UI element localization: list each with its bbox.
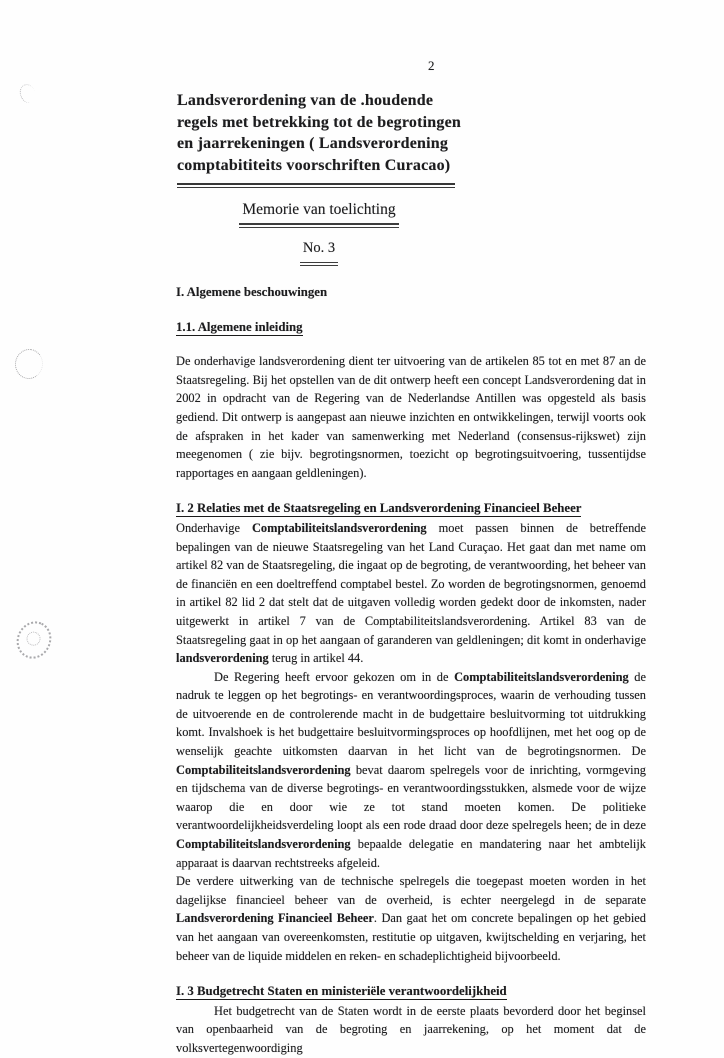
text-run: Het budgetrecht van de Staten wordt in de eerste plaats bevorderd door het beginsel van openbaarheid van de begroting en jaarrekening, op het moment dat de volksvertegenwoordiging: [176, 1003, 646, 1055]
text-run: . Dan gaat het om concrete bepalingen op het gebied van het aangaan van overeenkomsten, restitutie op uitgaven, kwijtschelding en verjaring, het beheer van de liquide middelen en reken- en schadeplichtigheid bijvoorbeeld.: [176, 911, 646, 963]
text-run: bepaalde delegatie en mandatering naar het ambtelijk apparaat is daarvan rechtstreeks afgeleid.: [176, 837, 646, 870]
section-heading-text: I. 3 Budgetrecht Staten en ministeriële verantwoordelijkheid: [176, 984, 507, 999]
title-underline-rule: [177, 183, 455, 188]
text-run: De verdere uitwerking van de technische spelregels die toegepast moeten worden in het dagelijkse financieel beheer van de overheid, is echter neergelegd in de separate: [176, 874, 646, 907]
number-underline-rule: [300, 262, 338, 266]
scan-artifact: [17, 82, 37, 105]
text-run: terug in artikel 44.: [268, 651, 364, 666]
paragraph: [176, 1002, 646, 1058]
document-number: No. 3: [302, 240, 336, 256]
document-sections: [176, 283, 646, 1058]
text-run: De Regering heeft ervoor gekozen om in de: [214, 669, 455, 684]
page-number: 2: [428, 58, 435, 73]
document-subtitle: Memorie van toelichting: [242, 201, 396, 218]
section-heading: [176, 499, 646, 518]
scan-artifact: [13, 347, 45, 381]
text-run: moet passen binnen de betreffende bepalingen van de nieuwe Staatsregeling van het Land Curaçao. Het gaat dan met name om artikel 82 van de Staatsregeling, die ingaat op de begroting, de verantwoording, het beheer van de financiën en een doeltreffend comptabel bestel. Zo worden de begrotingsnormen, genoemd in artikel 82 lid 2 dat stelt dat de uitgaven volledig worden gedekt door de inkomsten, nader uitgewerkt in artikel 7 van de Comptabiliteitslandsverordening. Artikel 83 van de Staatsregeling gaat in op het aangaan of garanderen van geldleningen; dit komt in onderhavige: [176, 520, 646, 647]
text-run: De onderhavige landsverordening dient ter uitvoering van de artikelen 85 tot en met 87 an de Staatsregeling. Bij het opstellen van de dit ontwerp heeft een concept Landsverordening dat in 2002 in opdracht van de Regering van de Nederlandse Antillen was opgesteld als basis gediend. Dit ontwerp is aangepast aan nieuwe inzichten en ontwikkelingen, terwijl voorts ook de afspraken in het kader van samenwerking met Nederland (consensus-rijkswet) zijn meegenomen ( zie bijv. begrotingsnormen, toezicht op begrotingsuitvoering, tussentijdse rapportages en aangaan geldleningen).: [176, 354, 646, 480]
text-run: bevat daarom spelregels voor de inrichting, vormgeving en tijdschema van de diverse begrotings- en verantwoordingsstukken, alsmede voor de wijze waarop die en door wie ze tot stand moeten komen. De politieke verantwoordelijkheidsverdeling loopt als een rode draad door deze spelregels heen; de in deze: [176, 762, 646, 833]
subtitle-underline-rule: [239, 223, 399, 228]
scan-artifact: [11, 616, 58, 665]
paragraph: [176, 668, 646, 873]
document-title-line: Landsverordening van de .houdende: [177, 92, 434, 109]
document-title-line: comptabititeits voorschriften Curacao): [177, 156, 451, 174]
paragraph: [176, 872, 646, 965]
bold-text-run: Comptabiliteitslandsverordening: [176, 837, 351, 852]
paragraph: [176, 519, 646, 668]
bold-text-run: Comptabiliteitslandsverordening: [176, 762, 351, 777]
section-heading: [176, 318, 646, 337]
document-title-line: regels met betrekking tot de begrotingen: [177, 113, 461, 131]
bold-text-run: Landsverordening Financieel Beheer: [176, 911, 374, 926]
section-heading: [176, 283, 646, 302]
paragraph: [176, 352, 646, 482]
section-heading-text: I. Algemene beschouwingen: [176, 285, 328, 299]
text-run: Onderhavige: [176, 520, 252, 535]
section-heading-text: I. 2 Relaties met de Staatsregeling en Landsverordening Financieel Beheer: [176, 501, 582, 516]
bold-text-run: Comptabiliteitslandsverordening: [251, 520, 427, 535]
bold-text-run: Comptabiliteitslandsverordening: [454, 669, 629, 684]
document-header: [177, 90, 461, 266]
bold-text-run: landsverordening: [176, 651, 269, 666]
section-heading-text: 1.1. Algemene inleiding: [176, 319, 303, 334]
document-title-line: en jaarrekeningen ( Landsverordening: [177, 135, 449, 152]
text-run: de nadruk te leggen op het begrotings- en verantwoordingsproces, waarin de verhouding tussen de uitvoerende en de controlerende macht in de budgettaire besluitvorming tot uitdrukking komt. Invalshoek is het budgettaire besluitvormingsproces op hoofdlijnen, met het oog op de wenselijk geachte uitkomsten daarvan in het licht van de begrotingsnormen. De: [176, 669, 646, 759]
section-heading: [176, 982, 646, 1001]
